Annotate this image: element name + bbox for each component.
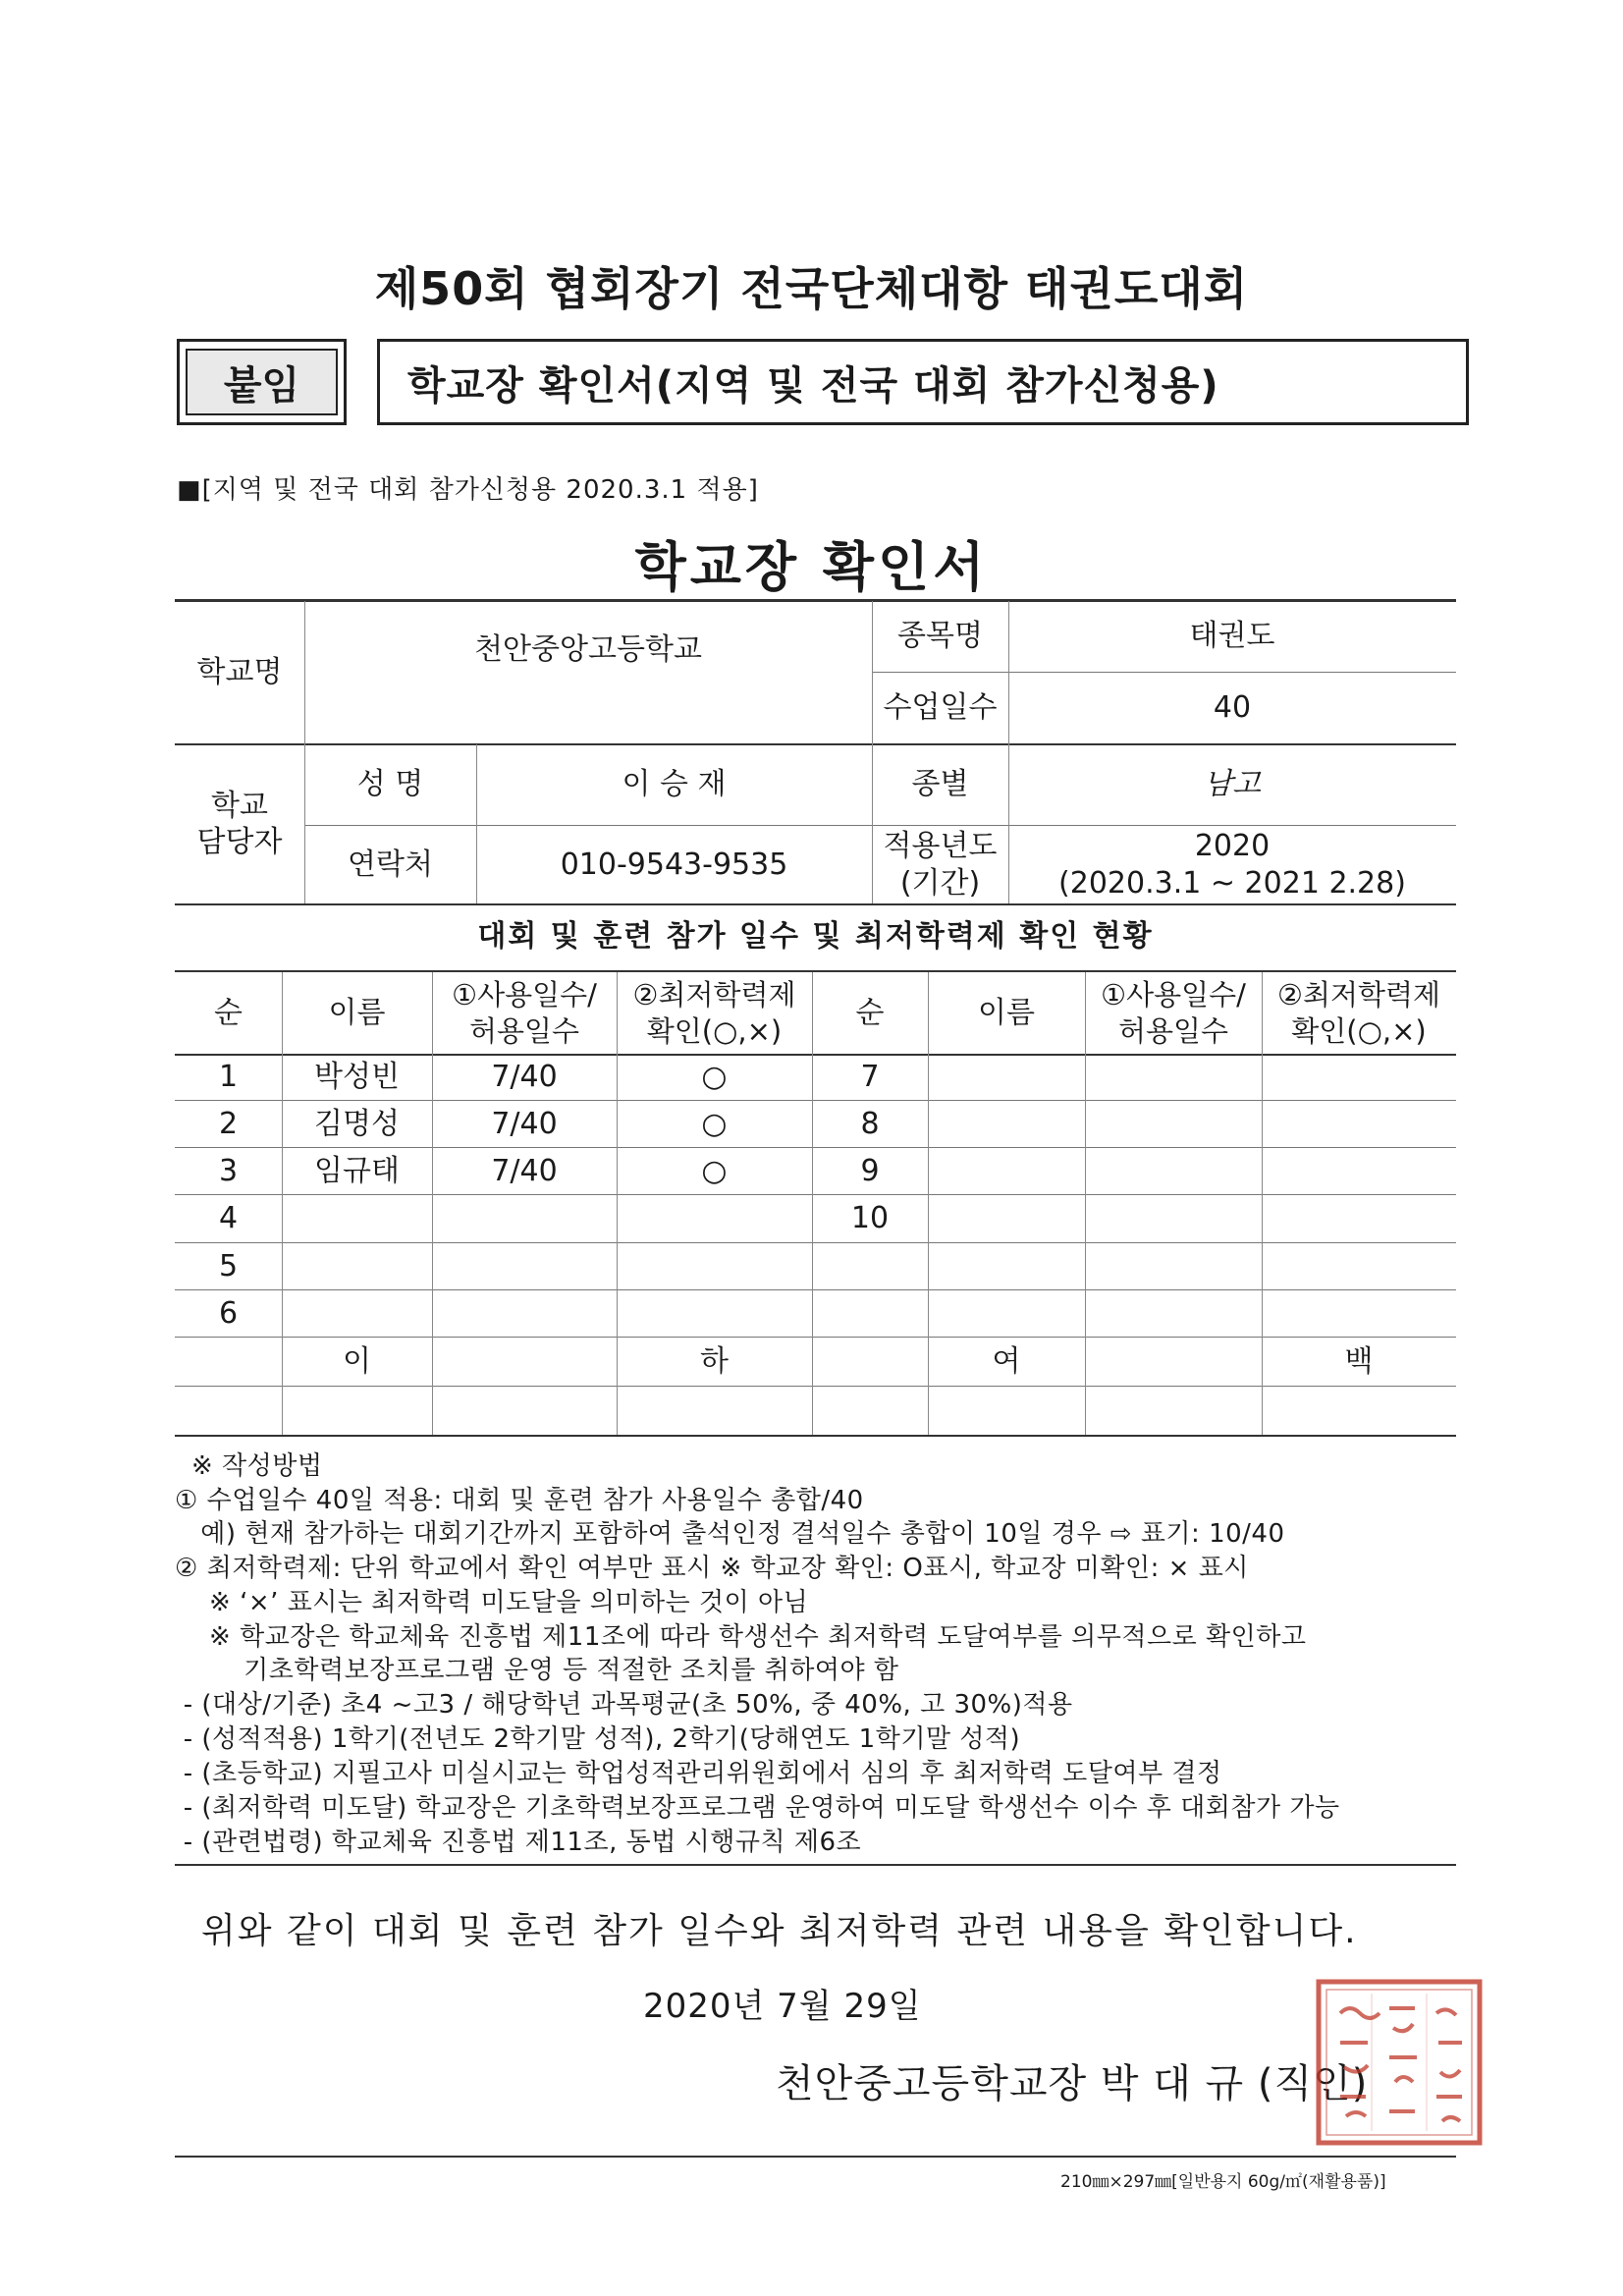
header-name: 이름: [328, 995, 386, 1030]
header-academic-line2: 확인(○,×): [646, 1013, 783, 1048]
note-line: 예) 현재 참가하는 대회기간까지 포함하여 출석인정 결석일수 총합이 10일 경우 ⇨ 표기: 10/40: [175, 1519, 1285, 1549]
note-line: - (최저학력 미도달) 학교장은 기초학력보장프로그램 운영하여 미도달 학생선수 이수 후 대회참가 가능: [175, 1793, 1340, 1823]
header-academic-right-line1: ②최저학력제: [1276, 978, 1441, 1012]
year-label: [872, 826, 1008, 903]
row-check: ○: [701, 1060, 728, 1095]
year: 2020: [1194, 829, 1271, 863]
official-seal-icon: [1311, 1974, 1488, 2151]
issue-date: 2020년 7월 29일: [643, 1987, 922, 2026]
row-check: ○: [701, 1106, 728, 1141]
header-days-line2: 허용일수: [468, 1013, 580, 1048]
note-line: ※ ‘×’ 표시는 최저학력 미도달을 의미하는 것이 아님: [175, 1588, 809, 1617]
header-academic-line1: ②최저학력제: [632, 978, 796, 1012]
school-name-label: 학교명: [196, 654, 283, 689]
note-line: ② 최저학력제: 단위 학교에서 확인 여부만 표시 ※ 학교장 확인: O표시, 학교장 미확인: × 표시: [175, 1554, 1249, 1583]
rule: [175, 1289, 1456, 1290]
header-days: [432, 972, 617, 1054]
row-check: ○: [701, 1153, 728, 1188]
contact-label-line2: 담당자: [196, 825, 283, 859]
note-line: ※ 학교장은 학교체육 진흥법 제11조에 따라 학생선수 최저학력 도달여부를 의무적으로 확인하고: [175, 1622, 1307, 1652]
year-value: [1008, 826, 1456, 903]
header-days-line1: ①사용일수/: [452, 978, 597, 1012]
note-line: - (관련법령) 학교체육 진흥법 제11조, 동법 시행규칙 제6조: [175, 1828, 862, 1857]
confirmation-statement: 위와 같이 대회 및 훈련 참가 일수와 최저학력 관련 내용을 확인합니다.: [201, 1911, 1358, 1951]
header-no-right: 순: [855, 995, 885, 1030]
rule: [175, 2156, 1456, 2158]
event-title: 제50회 협회장기 전국단체대항 태권도대회: [374, 262, 1249, 315]
form-title: 학교장 확인서: [634, 536, 989, 598]
note-line: ※ 작성방법: [191, 1451, 323, 1481]
rule: [175, 1242, 1456, 1243]
row-no: 5: [218, 1248, 239, 1284]
row-name: 박성빈: [314, 1060, 400, 1095]
period: (2020.3.1 ~ 2021 2.28): [1058, 865, 1406, 901]
row-no: 3: [218, 1153, 239, 1188]
section-note: ■[지역 및 전국 대회 참가신청용 2020.3.1 적용]: [177, 475, 759, 505]
status-heading: 대회 및 훈련 참가 일수 및 최저학력제 확인 현황: [477, 919, 1154, 955]
year-label-line2: (기간): [899, 865, 981, 901]
sport-value: 태권도: [1189, 619, 1275, 654]
sport-label: 종목명: [897, 619, 983, 654]
row-name: 김명성: [314, 1106, 400, 1141]
row-days: 7/40: [491, 1153, 558, 1188]
blank-mark-2: 하: [700, 1343, 729, 1379]
principal-signature: 천안중고등학교장 박 대 규 (직인): [776, 2061, 1369, 2106]
document-heading: 학교장 확인서(지역 및 전국 대회 참가신청용): [377, 339, 1469, 425]
phone-label: 연락처: [348, 847, 433, 882]
paper-spec: 210㎜×297㎜[일반용지 60g/㎡(재활용품)]: [1060, 2172, 1386, 2192]
note-line: ① 수업일수 40일 적용: 대회 및 훈련 참가 사용일수 총합/40: [175, 1486, 864, 1515]
year-label-line1: 적용년도: [883, 829, 998, 863]
header-days-right-line1: ①사용일수/: [1101, 978, 1246, 1012]
category-value: 남고: [1204, 767, 1261, 802]
header-academic: [617, 972, 812, 1054]
phone-value: 010-9543-9535: [560, 847, 788, 882]
row-days: 7/40: [491, 1060, 558, 1095]
header-academic-right-line2: 확인(○,×): [1291, 1013, 1427, 1048]
note-line: - (대상/기준) 초4 ~고3 / 해당학년 과목평균(초 50%, 중 40%, 고 30%)적용: [175, 1690, 1073, 1720]
header-academic-right: [1262, 972, 1456, 1054]
blank-mark-3: 여: [992, 1343, 1021, 1379]
rule: [175, 1435, 1456, 1437]
row-no-right: 7: [860, 1060, 880, 1095]
category-label: 종별: [911, 767, 969, 802]
contact-name-label: 성 명: [356, 767, 424, 802]
row-no: 4: [218, 1201, 239, 1236]
row-no: 1: [218, 1060, 239, 1095]
blank-mark-4: 백: [1344, 1343, 1374, 1379]
school-name: 천안중앙고등학교: [474, 632, 702, 668]
class-days-value: 40: [1213, 690, 1252, 726]
row-days: 7/40: [491, 1106, 558, 1141]
contact-name: 이 승 재: [622, 767, 727, 802]
header-days-right-line2: 허용일수: [1117, 1013, 1229, 1048]
rule: [175, 1386, 1456, 1387]
header-name-right: 이름: [978, 995, 1035, 1030]
rule: [175, 1864, 1456, 1866]
note-line: 기초학력보장프로그램 운영 등 적절한 조치를 취하여야 함: [175, 1656, 899, 1685]
row-no: 2: [218, 1106, 239, 1141]
row-no-right: 10: [850, 1201, 890, 1236]
note-line: - (초등학교) 지필고사 미실시교는 학업성적관리위원회에서 심의 후 최저학력 도달여부 결정: [175, 1759, 1222, 1788]
contact-section-label: [175, 744, 304, 903]
note-line: - (성적적용) 1학기(전년도 2학기말 성적), 2학기(당해연도 1학기말 성적): [175, 1724, 1021, 1754]
row-no: 6: [218, 1295, 239, 1331]
contact-label-line1: 학교: [211, 788, 268, 823]
row-no-right: 9: [860, 1153, 880, 1188]
header-days-right: [1085, 972, 1262, 1054]
row-name: 임규태: [314, 1153, 400, 1188]
header-no: 순: [214, 995, 243, 1030]
attachment-label: 붙임: [186, 349, 338, 415]
class-days-label: 수업일수: [883, 690, 998, 726]
row-no-right: 8: [860, 1106, 880, 1141]
blank-mark-1: 이: [343, 1343, 371, 1379]
attachment-label-box: [177, 339, 347, 425]
